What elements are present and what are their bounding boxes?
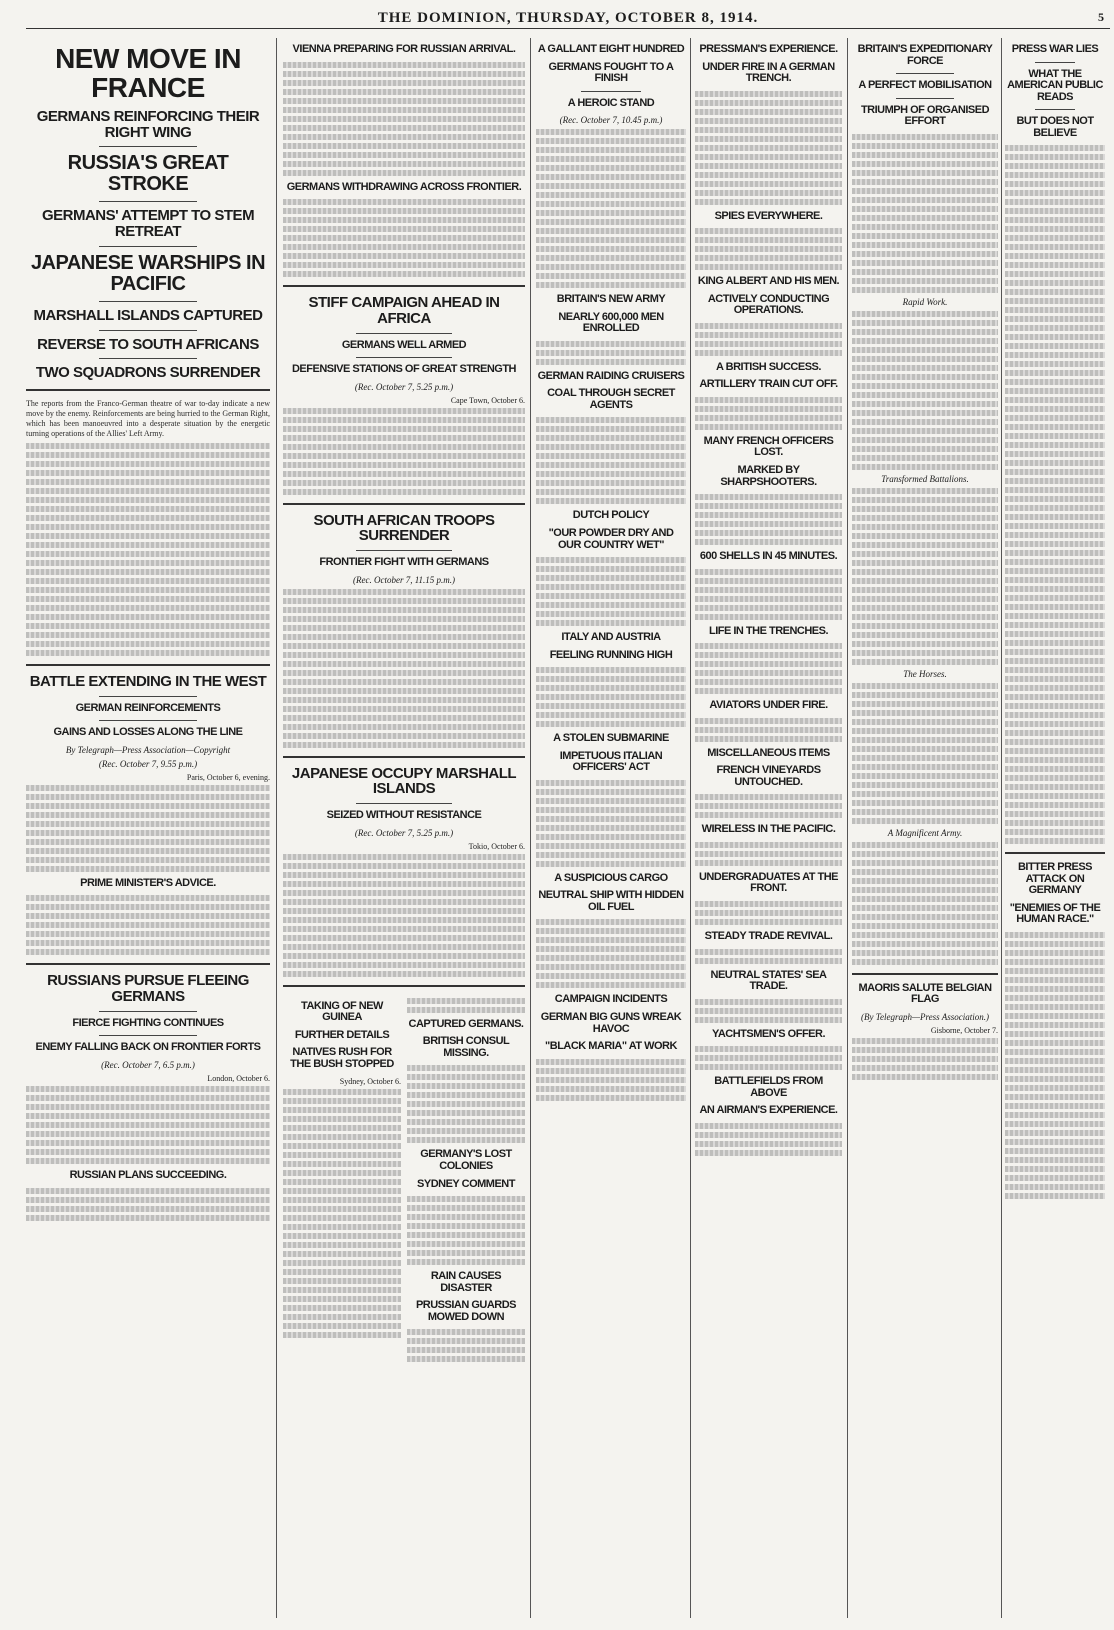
subhead: NEARLY 600,000 MEN ENROLLED	[558, 310, 664, 335]
subhead: PRESSMAN'S EXPERIENCE.	[699, 43, 838, 55]
column-6	[1005, 38, 1105, 1618]
subhead: A BRITISH SUCCESS.	[716, 360, 821, 373]
column-3	[536, 38, 686, 1618]
subhead: PRIME MINISTER'S ADVICE.	[80, 876, 216, 889]
subhead: GERMAN BIG GUNS WREAK HAVOC	[540, 1011, 682, 1035]
received-line: (Rec. October 7, 5.25 p.m.)	[354, 827, 454, 838]
headline-new-move: NEW MOVE IN FRANCE	[55, 43, 241, 104]
column-5	[852, 38, 998, 1618]
headline: RUSSIANS PURSUE FLEEING GERMANS	[47, 972, 249, 1006]
section-heading: Transformed Battalions.	[881, 473, 969, 484]
headline: MAORIS SALUTE BELGIAN FLAG	[858, 981, 992, 1006]
headline: BRITAIN'S EXPEDITIONARY FORCE	[857, 43, 993, 67]
subhead: TRIUMPH OF ORGANISED EFFORT	[860, 103, 990, 128]
lead-paragraph: The reports from the Franco-German theatre of war to-day indicate a new move by the enemy. Reinforcements are being hurried to the German Right, which has been manoeuvred into a desperate situation by the energetic turning operations of the Allies' Left Army.	[26, 399, 270, 439]
dateline: Cape Town, October 6.	[450, 395, 525, 405]
subhead: A PERFECT MOBILISATION	[858, 79, 992, 92]
headline: A STOLEN SUBMARINE	[553, 732, 669, 745]
headline: CAMPAIGN INCIDENTS	[554, 993, 668, 1006]
subhead: SYDNEY COMMENT	[417, 1177, 515, 1190]
section-heading: The Horses.	[903, 668, 947, 679]
page-number: 5	[1098, 10, 1104, 24]
received-line: (Rec. October 7, 11.15 p.m.)	[352, 574, 456, 585]
subhead: NEUTRAL SHIP WITH HIDDEN OIL FUEL	[538, 889, 684, 913]
subhead: ACTIVELY CONDUCTING OPERATIONS.	[707, 292, 830, 317]
subhead: 600 SHELLS IN 45 MINUTES.	[699, 550, 838, 563]
subhead: ARTILLERY TRAIN CUT OFF.	[699, 378, 838, 391]
credit-line: (By Telegraph—Press Association.)	[861, 1011, 989, 1022]
subhead: GERMAN REINFORCEMENTS	[75, 701, 221, 714]
subhead: GERMANS FOUGHT TO A FINISH	[548, 60, 674, 85]
column-2	[283, 38, 525, 1618]
subhead: GERMANY'S LOST COLONIES	[420, 1148, 512, 1172]
subhead: ENEMY FALLING BACK ON FRONTIER FORTS	[35, 1041, 261, 1054]
subhead: FURTHER DETAILS	[294, 1028, 390, 1041]
subhead: NATIVES RUSH FOR THE BUSH STOPPED	[290, 1046, 394, 1070]
headline: ITALY AND AUSTRIA	[561, 631, 661, 644]
subhead: SEIZED WITHOUT RESISTANCE	[326, 809, 482, 822]
headline-japanese: JAPANESE WARSHIPS IN PACIFIC	[30, 251, 266, 295]
subhead: SPIES EVERYWHERE.	[714, 209, 823, 222]
headline-russia: RUSSIA'S GREAT STROKE	[67, 152, 229, 196]
dateline: Tokio, October 6.	[468, 841, 525, 851]
subhead: IMPETUOUS ITALIAN OFFICERS' ACT	[559, 749, 663, 774]
subhead: FRENCH VINEYARDS UNTOUCHED.	[716, 764, 821, 788]
subhead: VIENNA PREPARING FOR RUSSIAN ARRIVAL.	[292, 43, 516, 55]
section-heading: A Magnificent Army.	[887, 827, 963, 838]
received-line: (Rec. October 7, 9.55 p.m.)	[98, 758, 198, 769]
subhead: WHAT THE AMERICAN PUBLIC READS	[1007, 67, 1103, 103]
subhead: RUSSIAN PLANS SUCCEEDING.	[69, 1169, 227, 1182]
subhead: KING ALBERT AND HIS MEN.	[697, 275, 840, 288]
headline-africa: STIFF CAMPAIGN AHEAD IN AFRICA	[308, 294, 500, 327]
subhead: GERMANS WITHDRAWING ACROSS FRONTIER.	[286, 180, 522, 193]
subhead: FIERCE FIGHTING CONTINUES	[72, 1016, 224, 1029]
subhead: "ENEMIES OF THE HUMAN RACE."	[1009, 901, 1101, 926]
headline: JAPANESE OCCUPY MARSHALL ISLANDS	[291, 764, 517, 798]
subhead: GERMANS' ATTEMPT TO STEM RETREAT	[41, 207, 255, 241]
headline: PRESS WAR LIES	[1011, 43, 1099, 55]
subhead: GERMANS WELL ARMED	[341, 338, 467, 351]
headline: BRITAIN'S NEW ARMY	[556, 293, 666, 306]
masthead-title: THE DOMINION, THURSDAY, OCTOBER 8, 1914.	[377, 10, 759, 26]
subhead: DEFENSIVE STATIONS OF GREAT STRENGTH	[291, 363, 516, 376]
subhead: FEELING RUNNING HIGH	[549, 648, 673, 661]
column-4	[695, 38, 842, 1618]
subhead: RAIN CAUSES DISASTER	[430, 1270, 502, 1294]
subhead: LIFE IN THE TRENCHES.	[708, 624, 829, 637]
subhead: TWO SQUADRONS SURRENDER	[35, 364, 261, 382]
subhead: STEADY TRADE REVIVAL.	[704, 930, 833, 943]
subhead: GERMANS REINFORCING THEIR RIGHT WING	[36, 107, 260, 141]
dateline: Sydney, October 6.	[339, 1076, 401, 1086]
subhead: AVIATORS UNDER FIRE.	[709, 699, 828, 712]
headline: MISCELLANEOUS ITEMS	[707, 746, 830, 759]
subhead: BRITISH CONSUL MISSING.	[422, 1035, 510, 1059]
subhead: GAINS AND LOSSES ALONG THE LINE	[53, 726, 243, 739]
masthead	[26, 10, 1110, 29]
subhead: FRONTIER FIGHT WITH GERMANS	[319, 556, 489, 569]
section-heading: Rapid Work.	[902, 296, 948, 307]
subhead: UNDERGRADUATES AT THE FRONT.	[698, 870, 838, 895]
subhead: PRUSSIAN GUARDS MOWED DOWN	[415, 1299, 517, 1323]
subhead: COAL THROUGH SECRET AGENTS	[547, 387, 675, 411]
subhead: AN AIRMAN'S EXPERIENCE.	[699, 1104, 838, 1117]
dateline: Paris, October 6, evening.	[186, 772, 270, 782]
headline: DUTCH POLICY	[572, 509, 650, 522]
headline: A GALLANT EIGHT HUNDRED	[537, 43, 685, 55]
subhead: MARKED BY SHARPSHOOTERS.	[720, 464, 817, 488]
subhead: A HEROIC STAND	[567, 96, 655, 109]
received-line: (Rec. October 7, 5.25 p.m.)	[354, 381, 454, 392]
subhead: CAPTURED GERMANS.	[408, 1017, 524, 1030]
subhead: MARSHALL ISLANDS CAPTURED	[33, 306, 263, 324]
subhead: REVERSE TO SOUTH AFRICANS	[37, 335, 259, 353]
headline: BATTLE EXTENDING IN THE WEST	[29, 673, 267, 691]
subhead: YACHTSMEN'S OFFER.	[712, 1027, 825, 1040]
dateline: London, October 6.	[207, 1074, 270, 1084]
subhead: "OUR POWDER DRY AND OUR COUNTRY WET"	[548, 527, 674, 551]
received-line: (Rec. October 7, 10.45 p.m.)	[559, 115, 663, 126]
subhead: MANY FRENCH OFFICERS LOST.	[703, 434, 834, 459]
subhead: UNDER FIRE IN A GERMAN TRENCH.	[702, 60, 835, 85]
subhead: BUT DOES NOT BELIEVE	[1016, 115, 1094, 139]
headline: SOUTH AFRICAN TROOPS SURRENDER	[313, 511, 495, 545]
headline: TAKING OF NEW GUINEA	[301, 999, 383, 1024]
headline: BATTLEFIELDS FROM ABOVE	[714, 1075, 823, 1099]
subhead: "BLACK MARIA" AT WORK	[545, 1040, 677, 1053]
dateline: Gisborne, October 7.	[930, 1025, 998, 1035]
subhead: NEUTRAL STATES' SEA TRADE.	[710, 968, 827, 993]
column-1	[26, 38, 270, 1618]
headline: GERMAN RAIDING CRUISERS	[537, 369, 685, 382]
headline: A SUSPICIOUS CARGO	[554, 871, 668, 884]
credit-line: By Telegraph—Press Association—Copyright	[65, 744, 231, 755]
subhead: WIRELESS IN THE PACIFIC.	[701, 823, 836, 836]
headline: BITTER PRESS ATTACK ON GERMANY	[1017, 861, 1093, 897]
received-line: (Rec. October 7, 6.5 p.m.)	[101, 1060, 195, 1071]
